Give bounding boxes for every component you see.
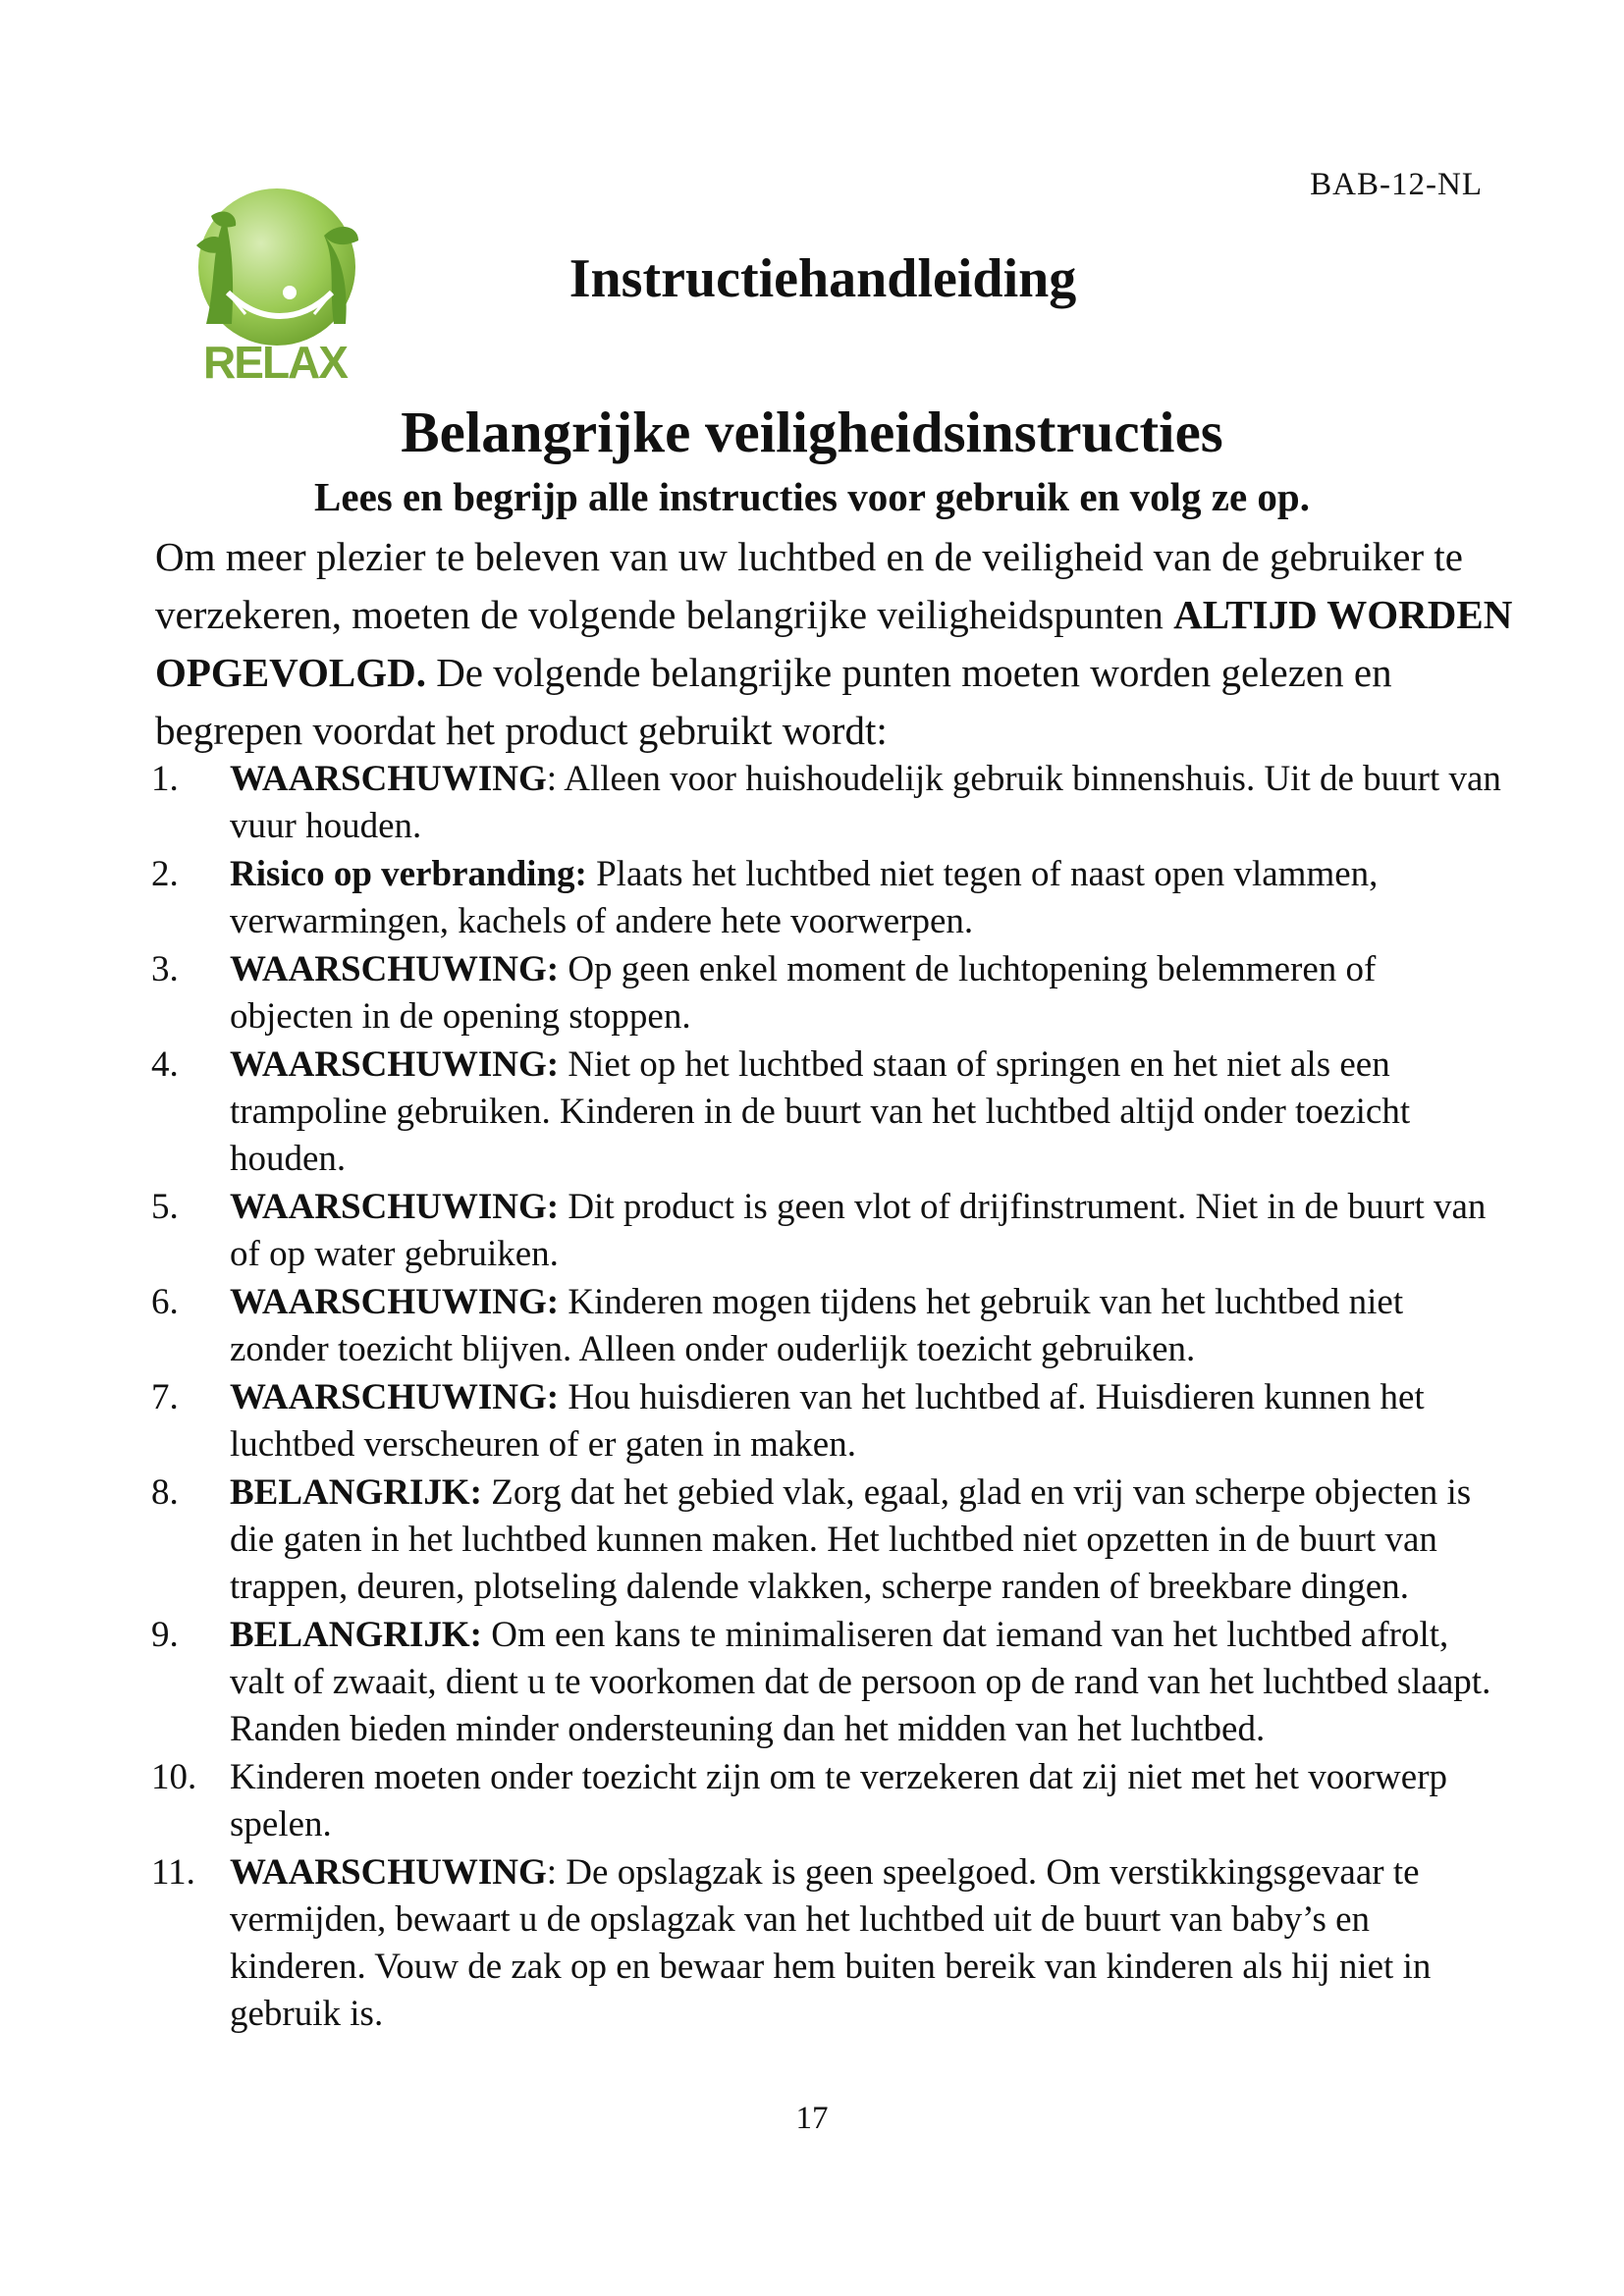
list-item	[151, 1612, 1506, 1753]
list-item-text: Plaats het luchtbed niet tegen of naast open vlammen, verwarmingen, kachels of andere hete voorwerpen.	[230, 854, 1379, 941]
intro-paragraph	[155, 528, 1530, 760]
list-item-text: Niet op het luchtbed staan of springen en het niet als een trampoline gebruiken. Kinderen in de buurt van het luchtbed altijd onder toezicht houden.	[230, 1044, 1411, 1179]
section-instruction: Lees en begrijp alle instructies voor gebruik en volg ze op.	[314, 474, 1310, 519]
section-heading: Belangrijke veiligheidsinstructies	[401, 400, 1223, 464]
list-item	[151, 756, 1506, 850]
list-item	[151, 851, 1506, 945]
list-item-separator	[559, 1187, 568, 1227]
list-item-separator	[482, 1472, 491, 1513]
list-item-number: 11.	[151, 1852, 195, 1893]
list-item-number: 2.	[151, 854, 179, 894]
list-item-lead: WAARSCHUWING:	[230, 949, 560, 989]
list-item	[151, 946, 1506, 1041]
list-item-lead: Risico op verbranding:	[230, 854, 587, 894]
list-item-lead: WAARSCHUWING:	[230, 1377, 560, 1417]
list-item	[151, 1184, 1506, 1278]
list-item-separator	[559, 1377, 568, 1417]
document-code: BAB-12-NL	[1310, 167, 1483, 202]
list-item-separator	[587, 854, 596, 894]
list-item	[151, 1279, 1506, 1373]
list-item-number: 6.	[151, 1282, 179, 1322]
list-item-number: 8.	[151, 1472, 179, 1513]
list-item-text: Om een kans te minimaliseren dat iemand van het luchtbed afrolt, valt of zwaait, dient u te voorkomen dat de persoon op de rand van het luchtbed slaapt. Randen bieden minder ondersteuning dan het midden van het luchtbed.	[230, 1615, 1491, 1749]
list-item-number: 1.	[151, 759, 179, 799]
intro-bold: ALTIJD WORDEN OPGEVOLGD.	[155, 592, 1513, 695]
list-item-text: Kinderen moeten onder toezicht zijn om te verzekeren dat zij niet met het voorwerp spelen.	[230, 1757, 1448, 1844]
list-item	[151, 1374, 1506, 1468]
list-item	[151, 1469, 1506, 1611]
list-item-number: 7.	[151, 1377, 179, 1417]
list-item-separator	[559, 949, 568, 989]
list-item-lead: WAARSCHUWING:	[230, 1044, 560, 1085]
list-item-separator: :	[546, 759, 565, 799]
list-item-separator: :	[546, 1852, 567, 1893]
list-item-number: 10.	[151, 1757, 197, 1797]
list-item-separator	[559, 1044, 568, 1085]
page-number: 17	[795, 2101, 829, 2136]
list-item-text: Zorg dat het gebied vlak, egaal, glad en vrij van scherpe objecten is die gaten in het luchtbed kunnen maken. Het luchtbed niet opzetten in de buurt van trappen, deuren, plotseling dalende vlakken, scherpe randen of breekbare dingen.	[230, 1472, 1472, 1607]
list-item-separator	[559, 1282, 568, 1322]
list-item-text: Op geen enkel moment de luchtopening belemmeren of objecten in de opening stoppen.	[230, 949, 1377, 1037]
list-item-lead: WAARSCHUWING	[230, 759, 547, 799]
list-item	[151, 1849, 1506, 2038]
list-item-lead: BELANGRIJK:	[230, 1472, 482, 1513]
list-item-text: De opslagzak is geen speelgoed. Om verstikkingsgevaar te vermijden, bewaart u de opslagzak van het luchtbed uit de buurt van baby’s en kinderen. Vouw de zak op en bewaar hem buiten bereik van kinderen als hij niet in gebruik is.	[230, 1852, 1432, 2034]
list-item-lead: BELANGRIJK:	[230, 1615, 482, 1655]
list-item-lead: WAARSCHUWING:	[230, 1282, 560, 1322]
list-item-lead: WAARSCHUWING	[230, 1852, 547, 1893]
list-item-text: Hou huisdieren van het luchtbed af. Huisdieren kunnen het luchtbed verscheuren of er gaten in maken.	[230, 1377, 1425, 1465]
intro-text-2: De volgende belangrijke punten moeten worden gelezen en begrepen voordat het product gebruikt wordt:	[155, 650, 1392, 753]
list-item-separator	[482, 1615, 491, 1655]
list-item-number: 4.	[151, 1044, 179, 1085]
list-item-number: 3.	[151, 949, 179, 989]
safety-list	[151, 756, 1506, 2039]
page-title: Instructiehandleiding	[568, 248, 1077, 309]
list-item-text: Alleen voor huishoudelijk gebruik binnenshuis. Uit de buurt van vuur houden.	[230, 759, 1501, 846]
list-item-text: Kinderen mogen tijdens het gebruik van het luchtbed niet zonder toezicht blijven. Alleen onder ouderlijk toezicht gebruiken.	[230, 1282, 1404, 1369]
list-item-lead: WAARSCHUWING:	[230, 1187, 560, 1227]
list-item-text: Dit product is geen vlot of drijfinstrument. Niet in de buurt van of op water gebruiken.	[230, 1187, 1487, 1274]
list-item-number: 5.	[151, 1187, 179, 1227]
list-item	[151, 1041, 1506, 1183]
list-item-number: 9.	[151, 1615, 179, 1655]
list-item	[151, 1754, 1506, 1848]
intro-text-1: Om meer plezier te beleven van uw luchtbed en de veiligheid van de gebruiker te verzekeren, moeten de volgende belangrijke veiligheidspunten	[155, 534, 1463, 637]
logo-text: RELAX	[203, 337, 347, 388]
